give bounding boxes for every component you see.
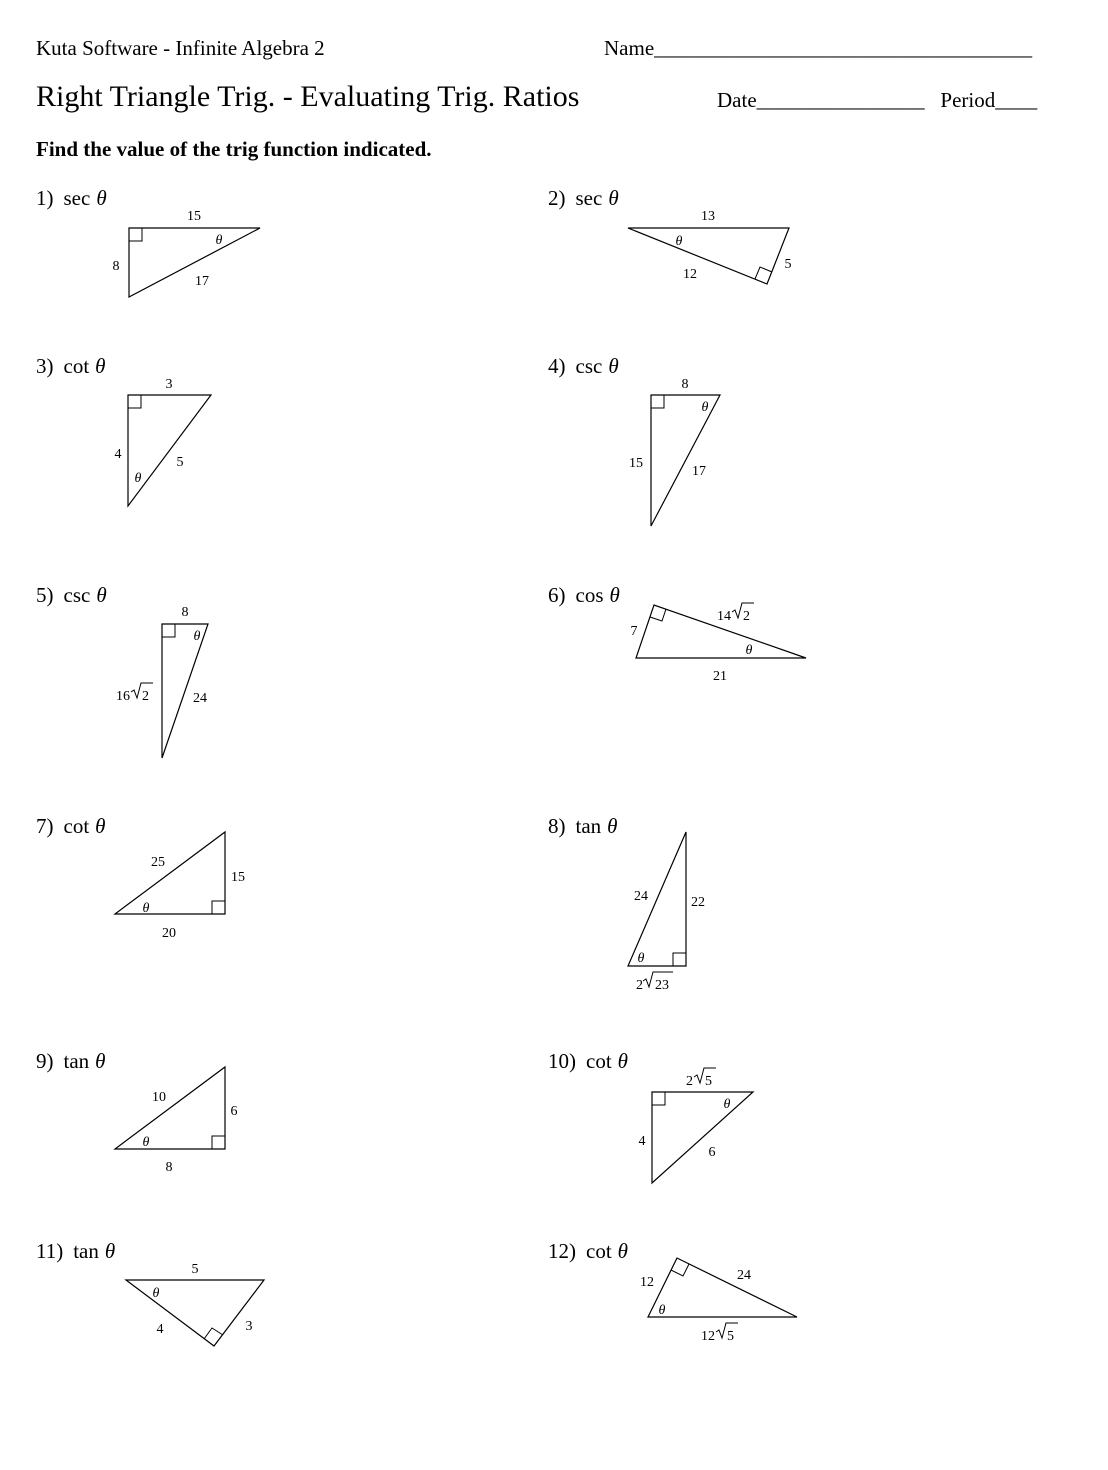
problem-number: 9) [36, 1049, 54, 1073]
right-angle-marker [673, 953, 686, 966]
side-label: 24 [634, 889, 648, 904]
side-label: 4 [638, 1134, 646, 1149]
trig-function: cot [63, 814, 90, 838]
side-label: 8 [112, 259, 120, 274]
side-label: 7 [630, 624, 638, 639]
triangle-figure-4 [629, 377, 720, 526]
angle-theta-label: θ [193, 629, 201, 644]
side-label: 17 [195, 274, 209, 289]
side-label: 15 [231, 870, 245, 885]
problem-number: 11) [36, 1239, 64, 1263]
angle-theta-label: θ [134, 471, 142, 486]
angle-theta-label: θ [637, 951, 645, 966]
problem-number: 3) [36, 354, 54, 378]
theta-symbol: θ [95, 814, 106, 838]
angle-theta-label: θ [142, 1135, 150, 1150]
theta-symbol: θ [104, 1239, 116, 1263]
theta-symbol: θ [96, 583, 107, 607]
triangle-figure-5 [116, 605, 208, 758]
side-label: 16 [116, 689, 130, 704]
triangle-figure-11 [126, 1262, 264, 1346]
side-label: 5 [784, 257, 792, 272]
angle-theta-label: θ [142, 901, 150, 916]
side-label: 2 [686, 1074, 693, 1089]
side-label: 4 [114, 447, 122, 462]
problem-number: 4) [548, 354, 566, 378]
right-angle-marker [212, 901, 225, 914]
side-label: 14 [717, 609, 731, 624]
side-label: 12 [640, 1275, 654, 1290]
angle-theta-label: θ [701, 400, 709, 415]
side-label: 3 [245, 1319, 253, 1334]
side-label: 13 [701, 209, 715, 224]
side-label: 12 [701, 1329, 715, 1344]
theta-symbol: θ [617, 1049, 628, 1073]
side-label: 12 [683, 267, 697, 282]
side-label: 20 [162, 926, 176, 941]
triangle-outline [126, 1280, 264, 1346]
problem-number: 2) [548, 186, 566, 210]
problem-number: 1) [36, 186, 54, 210]
right-angle-marker [652, 1092, 665, 1105]
trig-function: cos [575, 583, 604, 607]
angle-theta-label: θ [658, 1303, 666, 1318]
instructions: Find the value of the trig function indicated. [36, 137, 432, 161]
theta-symbol: θ [607, 814, 618, 838]
trig-function: cot [586, 1049, 612, 1073]
right-angle-marker [129, 228, 142, 241]
name-field[interactable]: Name____________________________________ [604, 36, 1033, 60]
side-label: 25 [151, 855, 165, 870]
side-label: 2 [743, 609, 750, 624]
side-label: 8 [165, 1160, 173, 1175]
side-label: 5 [727, 1329, 734, 1344]
trig-function: cot [63, 354, 90, 378]
theta-symbol: θ [96, 186, 107, 210]
triangle-outline [648, 1258, 797, 1317]
trig-function: csc [575, 354, 603, 378]
right-angle-marker [128, 395, 141, 408]
angle-theta-label: θ [152, 1286, 160, 1301]
problem-number: 7) [36, 814, 54, 838]
problem-number: 6) [548, 583, 566, 607]
side-label: 5 [191, 1262, 199, 1277]
theta-symbol: θ [617, 1239, 628, 1263]
right-angle-marker [651, 395, 664, 408]
theta-symbol: θ [608, 186, 619, 210]
side-label: 6 [230, 1104, 238, 1119]
side-label: 4 [156, 1322, 164, 1337]
side-label: 6 [708, 1145, 716, 1160]
theta-symbol: θ [608, 354, 619, 378]
triangle-outline [115, 1067, 225, 1149]
triangle-outline [128, 395, 211, 506]
trig-function: cot [586, 1239, 612, 1263]
side-label: 5 [705, 1074, 712, 1089]
trig-function: tan [73, 1239, 99, 1263]
trig-function: sec [63, 186, 91, 210]
trig-function: sec [575, 186, 603, 210]
trig-function: tan [575, 814, 602, 838]
right-angle-marker [212, 1136, 225, 1149]
problem-number: 12) [548, 1239, 576, 1263]
side-label: 5 [176, 455, 184, 470]
angle-theta-label: θ [215, 233, 223, 248]
triangle-outline [652, 1092, 753, 1183]
side-label: 22 [691, 895, 705, 910]
angle-theta-label: θ [723, 1097, 731, 1112]
trig-function: csc [63, 583, 91, 607]
problem-number: 8) [548, 814, 566, 838]
side-label: 8 [181, 605, 189, 620]
side-label: 3 [165, 377, 173, 392]
triangle-figure-1 [113, 209, 261, 297]
side-label: 24 [193, 691, 207, 706]
theta-symbol: θ [609, 583, 620, 607]
side-label: 24 [737, 1268, 751, 1283]
side-label: 21 [713, 669, 727, 684]
side-label: 10 [152, 1090, 166, 1105]
triangle-figure-10 [639, 1068, 754, 1183]
problem-number: 10) [548, 1049, 576, 1073]
date-field[interactable]: Date________________ [717, 88, 925, 112]
triangle-figure-6 [631, 603, 807, 684]
side-label: 15 [187, 209, 201, 224]
side-label: 15 [629, 456, 643, 471]
triangle-figure-3 [115, 377, 212, 506]
period-field[interactable]: Period____ [940, 88, 1038, 112]
theta-symbol: θ [95, 1049, 106, 1073]
triangle-figure-12 [640, 1258, 797, 1344]
triangle-outline [115, 832, 225, 914]
triangle-outline [651, 395, 720, 526]
side-label: 2 [142, 689, 149, 704]
triangle-figure-2 [628, 209, 792, 284]
triangle-figure-7 [115, 832, 245, 941]
angle-theta-label: θ [745, 643, 753, 658]
right-angle-marker [162, 624, 175, 637]
worksheet-title: Right Triangle Trig. - Evaluating Trig. Ratios [36, 80, 580, 113]
publisher-label: Kuta Software - Infinite Algebra 2 [36, 36, 325, 60]
problem-number: 5) [36, 583, 54, 607]
side-label: 8 [681, 377, 689, 392]
angle-theta-label: θ [675, 234, 683, 249]
side-label: 23 [655, 978, 669, 993]
triangle-outline [628, 228, 789, 284]
trig-function: tan [63, 1049, 90, 1073]
theta-symbol: θ [95, 354, 106, 378]
triangle-figure-9 [115, 1067, 238, 1175]
side-label: 17 [692, 464, 706, 479]
triangle-figure-8 [628, 832, 705, 993]
side-label: 2 [636, 978, 643, 993]
